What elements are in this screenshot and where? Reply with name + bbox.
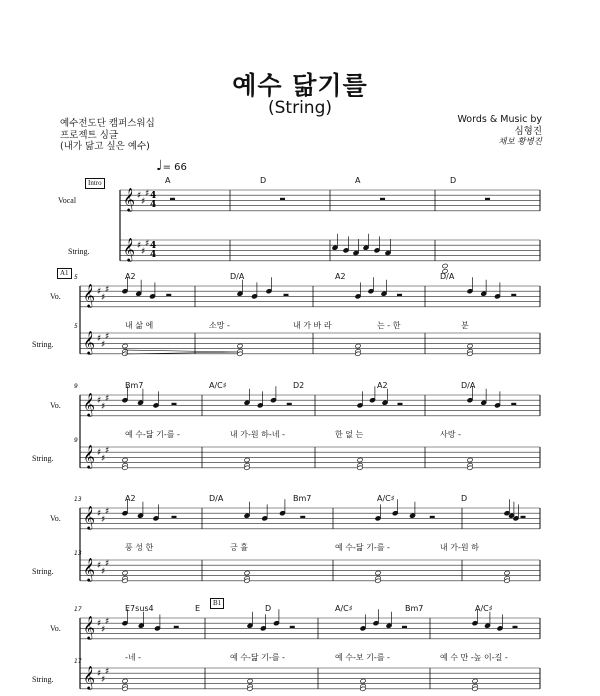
string-note (467, 343, 473, 348)
lyric-text: 예 수-보 기-를 - (335, 653, 390, 662)
lyric-text: 는 - 한 (377, 321, 401, 330)
instrument-label-vocal: Vo. (50, 514, 61, 523)
rest (397, 294, 402, 296)
lyric-text: 한 없 는 (335, 430, 364, 439)
sharp-icon: ♯ (101, 402, 106, 412)
treble-clef-icon: 𝄞 (83, 392, 95, 416)
lyric-text: 내 가-원 하 (440, 543, 479, 552)
sharp-icon: ♯ (97, 396, 102, 406)
lyric-text: 내 삶 에 (125, 321, 154, 330)
string-note (355, 343, 361, 348)
rest (300, 516, 305, 518)
chord-symbol: A/C♯ (209, 381, 227, 390)
chord-symbol: D (265, 604, 272, 613)
rest (398, 403, 403, 405)
chord-symbol: A/C♯ (335, 604, 353, 613)
sharp-icon: ♯ (97, 561, 102, 571)
sharp-icon: ♯ (105, 446, 110, 456)
page-subtitle: (String) (268, 98, 332, 118)
string-note (375, 570, 381, 575)
time-signature: 4 (150, 241, 157, 251)
sharp-icon: ♯ (97, 334, 102, 344)
rest (290, 626, 295, 628)
page-title: 예수 닮기를 (232, 71, 368, 100)
rest (280, 198, 285, 200)
chord-symbol: D (461, 494, 468, 503)
sharp-icon: ♯ (97, 509, 102, 519)
string-note (360, 678, 366, 683)
sharp-icon: ♯ (137, 191, 142, 201)
instrument-label-string: String. (32, 567, 54, 576)
string-note (247, 678, 253, 683)
rest (287, 403, 292, 405)
sharp-icon: ♯ (105, 332, 110, 342)
string-note (122, 570, 128, 575)
lyric-text: 예 수-닮 기-를 - (230, 653, 285, 662)
treble-clef-icon: 𝄞 (83, 283, 95, 307)
chord-symbol: D/A (209, 494, 224, 503)
lyric-text: 사랑 - (440, 430, 461, 439)
rest (380, 198, 385, 200)
lyric-text: 분 (461, 321, 469, 330)
rehearsal-mark: B1 (210, 598, 224, 609)
instrument-label-vocal: Vo. (50, 624, 61, 633)
quarter-note-icon: ♩ (156, 158, 163, 174)
time-signature: 4 (150, 250, 157, 260)
measure-number: 13 (74, 496, 82, 503)
sharp-icon: ♯ (101, 454, 106, 464)
rest (166, 294, 171, 296)
sharp-icon: ♯ (105, 617, 110, 627)
sharp-icon: ♯ (97, 619, 102, 629)
sharp-icon: ♯ (141, 197, 146, 207)
composer: 심형진 (514, 125, 542, 137)
chord-symbol: A (165, 176, 171, 185)
chord-symbol: D/A (230, 272, 245, 281)
instrument-label-vocal: Vo. (50, 292, 61, 301)
treble-clef-icon: 𝄞 (123, 187, 135, 211)
measure-number: 17 (74, 658, 82, 665)
string-note (122, 457, 128, 462)
instrument-label-string: String. (68, 247, 90, 256)
lyric-text: 예 수 만 -높 이-길 - (440, 653, 508, 662)
sharp-icon: ♯ (101, 340, 106, 350)
instrument-label-string: String. (32, 340, 54, 349)
sharp-icon: ♯ (105, 559, 110, 569)
measure-number: 5 (74, 274, 78, 281)
measure-number: 5 (74, 323, 78, 330)
string-note (467, 457, 473, 462)
treble-clef-icon: 𝄞 (83, 615, 95, 639)
chord-symbol: D/A (440, 272, 455, 281)
chord-symbol: A2 (377, 381, 388, 390)
instrument-label-string: String. (32, 675, 54, 684)
string-note (122, 678, 128, 683)
sharp-icon: ♯ (101, 567, 106, 577)
string-note (504, 570, 510, 575)
sharp-icon: ♯ (137, 241, 142, 251)
instrument-label-vocal: Vo. (50, 401, 61, 410)
measure-number: 9 (74, 383, 78, 390)
chord-symbol: Bm7 (125, 381, 144, 390)
header-left-line: 프로젝트 싱글 (60, 129, 119, 141)
sharp-icon: ♯ (101, 675, 106, 685)
lyric-text: 예 수-닮 기-를 - (335, 543, 390, 552)
string-note (237, 343, 243, 348)
lyric-text: 예 수-닮 기-를 - (125, 430, 180, 439)
treble-clef-icon: 𝄞 (83, 330, 95, 354)
treble-clef-icon: 𝄞 (83, 505, 95, 529)
sharp-icon: ♯ (101, 515, 106, 525)
chord-symbol: E (195, 604, 201, 613)
instrument-label-string: String. (32, 454, 54, 463)
chord-symbol: D (260, 176, 267, 185)
treble-clef-icon: 𝄞 (83, 665, 95, 689)
chord-symbol: A2 (335, 272, 346, 281)
rest (284, 294, 289, 296)
rest (513, 626, 518, 628)
chord-symbol: D/A (461, 381, 476, 390)
sharp-icon: ♯ (105, 285, 110, 295)
string-note (244, 570, 250, 575)
sharp-icon: ♯ (145, 189, 150, 199)
chord-symbol: A/C♯ (377, 494, 395, 503)
sharp-icon: ♯ (145, 239, 150, 249)
header-left-line: (내가 닮고 싶은 예수) (60, 141, 150, 152)
rest (511, 403, 516, 405)
string-note (122, 343, 128, 348)
tempo-value: = 66 (162, 162, 187, 173)
chord-symbol: A (355, 176, 361, 185)
lyric-text: 소망 - (209, 321, 230, 330)
arranger: 채보 황병진 (498, 137, 542, 147)
chord-symbol: A/C♯ (475, 604, 493, 613)
chord-symbol: D2 (293, 381, 305, 390)
chord-symbol: Bm7 (293, 494, 312, 503)
rest (172, 403, 177, 405)
treble-clef-icon: 𝄞 (83, 444, 95, 468)
sharp-icon: ♯ (97, 448, 102, 458)
rest (485, 198, 490, 200)
rehearsal-mark: A1 (57, 268, 72, 279)
sharp-icon: ♯ (105, 394, 110, 404)
string-note (357, 457, 363, 462)
sharp-icon: ♯ (97, 287, 102, 297)
chord-symbol: Bm7 (405, 604, 424, 613)
rest (521, 516, 526, 518)
chord-symbol: E7sus4 (125, 604, 154, 613)
rest (170, 198, 175, 200)
chord-symbol: A2 (125, 494, 136, 503)
sharp-icon: ♯ (101, 293, 106, 303)
lyric-text: -네 - (125, 653, 142, 662)
rest (172, 516, 177, 518)
credits-line: Words & Music by (457, 114, 542, 125)
string-note (472, 678, 478, 683)
rest (174, 626, 179, 628)
lyric-text: 내 가-원 하-네 - (230, 430, 285, 439)
sharp-icon: ♯ (141, 247, 146, 257)
rest (402, 626, 407, 628)
treble-clef-icon: 𝄞 (123, 237, 135, 261)
instrument-label-vocal: Vocal (58, 196, 77, 205)
sharp-icon: ♯ (105, 667, 110, 677)
measure-number: 13 (74, 550, 82, 557)
measure-number: 17 (74, 606, 82, 613)
time-signature: 4 (150, 200, 157, 210)
lyric-text: 풍 성 한 (125, 543, 154, 552)
sharp-icon: ♯ (97, 669, 102, 679)
chord-symbol: A2 (125, 272, 136, 281)
header-left-line: 예수전도단 캠퍼스워십 (60, 118, 155, 129)
rest (511, 294, 516, 296)
chord-symbol: D (450, 176, 457, 185)
string-note (244, 457, 250, 462)
string-note (442, 263, 448, 268)
treble-clef-icon: 𝄞 (83, 557, 95, 581)
sharp-icon: ♯ (105, 507, 110, 517)
rehearsal-mark: Intro (85, 178, 105, 189)
hairpin (125, 350, 238, 352)
time-signature: 4 (150, 191, 157, 201)
sharp-icon: ♯ (101, 625, 106, 635)
measure-number: 9 (74, 437, 78, 444)
rest (430, 516, 435, 518)
lyric-text: 긍 휼 (230, 543, 248, 552)
lyric-text: 내 가 바 라 (293, 321, 332, 330)
